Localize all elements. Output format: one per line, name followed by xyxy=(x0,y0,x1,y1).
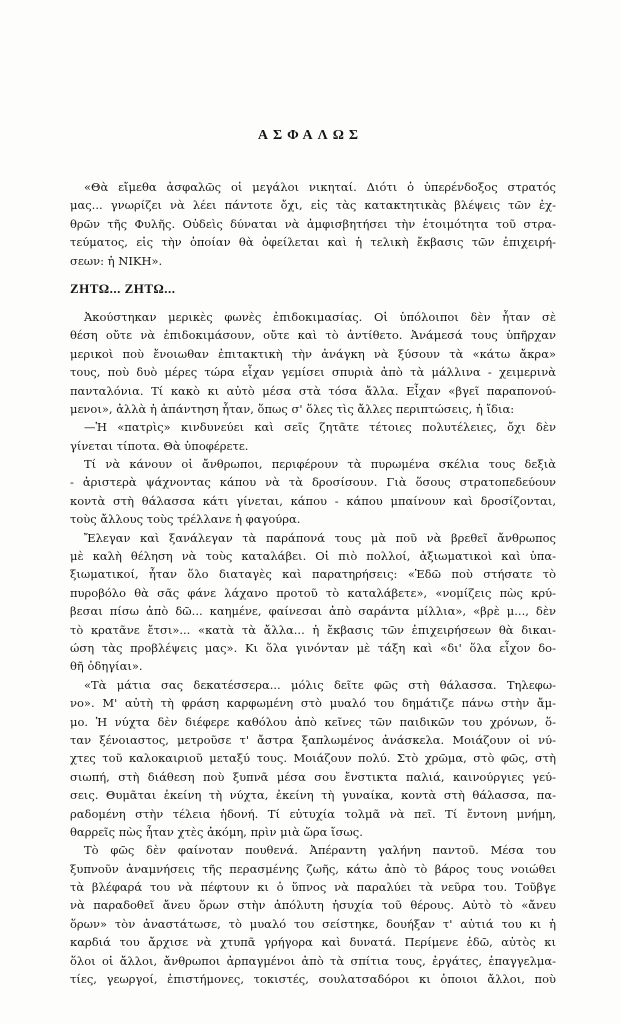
text-line: ταν ξένοιαστος, μετροῦσε τ' ἄστρα ξαπλωμένος ἀνάσκελα. Μοιάζουν οἱ νύ- xyxy=(70,732,556,747)
text-line: ὅρων» τὸν ἀναστάτωσε, τὸ μυαλό του σείστηκε, δουήξαν τ' αὐτιά του κι ἡ xyxy=(70,916,556,931)
text-line: σιωπή, στὴ διάθεση ποὺ ξυπνᾶ μέσα σου ἔνστικτα παλιά, καινούργιες γεύ- xyxy=(70,769,556,784)
text-line: καρδιά του ἄρχισε νὰ χτυπᾶ γρήγορα καὶ δυνατά. Περίμενε ἐδῶ, αὐτὸς κι xyxy=(70,935,556,950)
text-line: σεων: ἡ ΝΙΚΗ». xyxy=(70,253,163,268)
text-line: Τὸ φῶς δὲν φαίνοταν πουθενά. Ἀπέραντη γαλήνη παντοῦ. Μέσα του xyxy=(84,843,556,858)
text-line: Ἀκούστηκαν μερικὲς φωνὲς ἐπιδοκιμασίας. Οἱ ὑπόλοιποι δὲν ἦταν σὲ xyxy=(84,309,556,324)
text-line: ραδομένη στὴν τέλεια ἡδονή. Τί εὐτυχία τολμᾶ νὰ πεῖ. Τί ἔντονη μνήμη, xyxy=(70,806,556,821)
text-line: μας... γνωρίζει νὰ λέει πάντοτε ὄχι, εἰς τὰς κατακτητικὰς βλέψεις τῶν ἐχ- xyxy=(70,198,556,213)
text-line: σεις. Θυμᾶται ἐκείνη τὴ νύχτα, ἐκείνη τὴ γυναίκα, κοντὰ στὴ θάλασσα, πα- xyxy=(70,788,556,803)
text-line: νὰ παραδοθεῖ ἄνευ ὅρων στὴν ἀπόλυτη ἡσυχία τοῦ θέρους. Αὐτὸ τὸ «ἄνευ xyxy=(70,898,556,913)
paragraph xyxy=(70,455,556,529)
text-line: ξυπνοῦν ἀναμνήσεις τῆς περασμένης ζωῆς, κάτω ἀπὸ τὸ βάρος τους νοιώθει xyxy=(70,861,556,876)
text-line: θρῶν τῆς Φυλῆς. Οὐδεὶς δύναται νὰ ἀμφισβητήσει τὴν ἑτοιμότητα τοῦ στρα- xyxy=(70,216,556,231)
paragraph xyxy=(70,841,556,988)
text-line: χτες τοῦ καλοκαιριοῦ μεταξύ τους. Μοιάζουν πολύ. Στὸ χρῶμα, στὸ φῶς, στὴ xyxy=(70,751,556,766)
text-line: πανταλόνια. Τί κακὸ κι αὐτὸ μέσα στὰ τόσα ἄλλα. Εἶχαν «βγεῖ παραπονού- xyxy=(70,383,556,398)
text-line: ὅλοι οἱ ἄλλοι, ἄνθρωποι ἀρπαγμένοι ἀπὸ τὰ σπίτια τους, ἐργάτες, ἐπαγγελμα- xyxy=(70,953,556,968)
text-line: νο». Μ' αὐτὴ τὴ φράση καρφωμένη στὸ μυαλό του δημάτιζε πάνω στὴν ἄμ- xyxy=(70,696,556,711)
text-line: βεσαι πίσω ἀπὸ δῶ... καημένε, φαίνεσαι ἀπὸ σαράντα μίλλια», «βρὲ μ..., δὲν xyxy=(70,604,556,619)
text-line: θαρρεῖς πὼς ἦταν χτὲς ἀκόμη, πρὶν μιὰ ὥρα ἴσως. xyxy=(70,824,363,839)
text-line: πυροβόλο θὰ σᾶς φάνε λάχανο προτοῦ τὸ καταλάβετε», «νομίζεις πὼς κρύ- xyxy=(70,585,556,600)
text-line: θέση οὔτε νὰ ἐπιδοκιμάσουν, οὔτε καὶ τὸ ἀντίθετο. Ἀνάμεσά τους ὑπῆρχαν xyxy=(70,328,556,343)
body-text xyxy=(70,178,556,988)
text-line: μο. Ἡ νύχτα δὲν διέφερε καθόλου ἀπὸ κεῖνες τῶν παιδικῶν του χρόνων, ὅ- xyxy=(70,714,556,729)
text-line: ΖΗΤΩ... ΖΗΤΩ... xyxy=(70,280,176,296)
paragraph xyxy=(70,308,556,418)
text-line: τὸ κρατᾶνε ἔτσι»... «κατὰ τὰ ἄλλα... ἡ ἔκβασις τῶν ἐπιχειρήσεων θὰ δικαι- xyxy=(70,622,556,637)
text-line: θῆ ὁδηγίαι». xyxy=(70,659,143,674)
text-line: μερικοὶ ποὺ ἔνοιωθαν ἐπιτακτικὴ τὴν ἀνάγκη νὰ ξύσουν τὰ «κάτω ἄκρα» xyxy=(70,346,556,361)
text-line: τους, ποὺ δυὸ μέρες τώρα εἶχαν γεμίσει σπυριὰ ἀπὸ τὰ μάλλινα - χειμερινὰ xyxy=(70,365,556,380)
text-line: - ἀριστερὰ ψάχνοντας κάπου νὰ τὰ δροσίσουν. Γιὰ ὅσους στρατοπεδεύουν xyxy=(70,475,556,490)
text-line: ξιωματικοί, ἦταν ὅλο διαταγὲς καὶ παρατηρήσεις: «Ἐδῶ ποὺ στήσατε τὸ xyxy=(70,567,556,582)
paragraph xyxy=(70,529,556,676)
text-line: γίνεται τίποτα. Θὰ ὑποφέρετε. xyxy=(70,438,249,453)
paragraph xyxy=(70,418,556,455)
text-line: μὲ καλὴ θέληση νὰ τοὺς καταλάβει. Οἱ πιὸ πολλοί, ἀξιωματικοὶ καὶ ὑπα- xyxy=(70,549,556,564)
text-line: τοὺς ἄλλους τοὺς τρέλλανε ἡ φαγούρα. xyxy=(70,512,301,527)
text-line: τὰ βλέφαρά του νὰ πέφτουν κι ὁ ὕπνος νὰ παραλύει τὰ νεῦρα του. Τοῦβγε xyxy=(70,880,556,895)
paragraph xyxy=(70,676,556,842)
text-line: Ἔλεγαν καὶ ξανάλεγαν τὰ παράπονά τους μὰ ποῦ νὰ βρεθεῖ ἄνθρωπος xyxy=(84,530,556,545)
text-line: κοντὰ στὴ θάλασσα κάτι γίνεται, κάπου - κάπου μπαίνουν καὶ δροσίζονται, xyxy=(70,493,556,508)
cheer-line xyxy=(70,278,556,300)
paragraph xyxy=(70,178,556,270)
text-line: ώση τὰς προβλέψεις μας». Κι ὅλα γινόνταν μὲ τάξη καὶ «δι' ὅλα εἶχον δο- xyxy=(70,640,556,655)
text-line: —Ἡ «πατρὶς» κινδυνεύει καὶ σεῖς ζητᾶτε τέτοιες πολυτέλειες, ὄχι δὲν xyxy=(84,420,556,435)
text-line: «Θὰ εἴμεθα ἀσφαλῶς οἱ μεγάλοι νικηταί. Διότι ὁ ὑπερένδοξος στρατός xyxy=(84,180,556,194)
text-line: «Τὰ μάτια σας δεκατέσσερα... μόλις δεῖτε φῶς στὴ θάλασσα. Τηλεφω- xyxy=(84,677,556,692)
text-line: τίες, γεωργοί, ἐπιστήμονες, τοκιστές, σουλατσαδόροι κι ὁποιοι ἄλλοι, ποὺ xyxy=(70,972,556,987)
text-line: τεύματος, εἰς τὴν ὁποίαν θὰ ὀφείλεται καὶ ἡ τελικὴ ἔκβασις τῶν ἐπιχειρή- xyxy=(70,235,556,250)
page-title: ΑΣΦΑΛΩΣ xyxy=(257,128,364,143)
text-line: μενοι», ἀλλὰ ἡ ἀπάντηση ἦταν, ὅπως σ' ὅλες τὶς ἄλλες περιπτώσεις, ἡ ἴδια: xyxy=(70,401,515,416)
text-line: Τί νὰ κάνουν οἱ ἄνθρωποι, περιφέρουν τὰ πυρωμένα σκέλια τους δεξιὰ xyxy=(84,457,556,472)
